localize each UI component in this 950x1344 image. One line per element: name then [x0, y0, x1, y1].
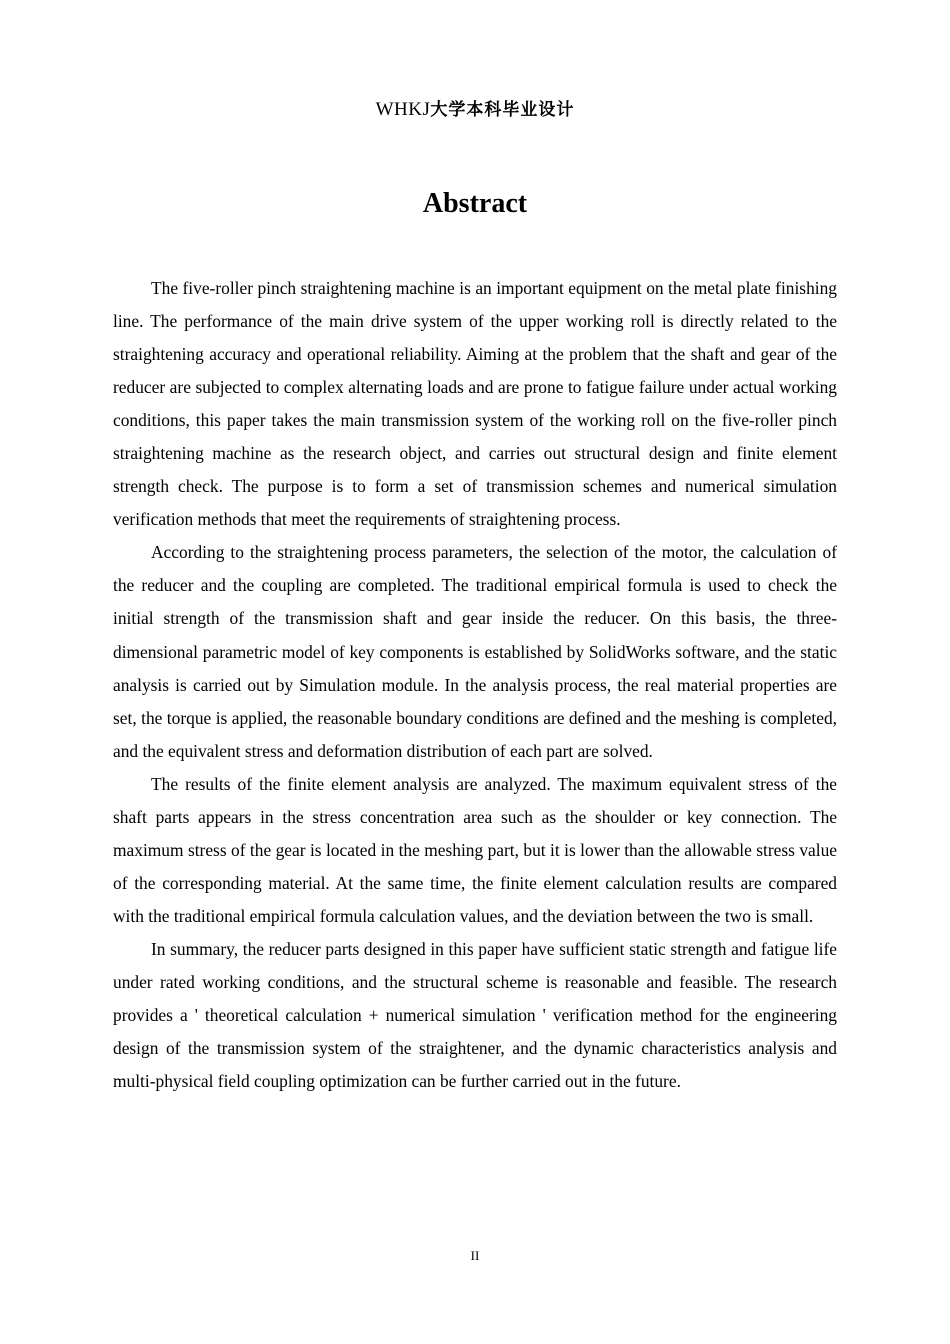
abstract-paragraph-4: In summary, the reducer parts designed in this paper have sufficient static strength and fatigue life under rated working conditions, and the structural scheme is reasonable and feasible. The research provides a ' theoretical calculation + numerical simulation ' verification method for the engineering design of the transmission system of the straightener, and the dynamic characteristics analysis and multi-physical field coupling optimization can be further carried out in the future. — [113, 938, 837, 1092]
abstract-paragraph-3: The results of the finite element analysis are analyzed. The maximum equivalent stress of the shaft parts appears in the stress concentration area such as the shoulder or key connection. The maximum stress of the gear is located in the meshing part, but it is lower than the allowable stress value of the corresponding material. At the same time, the finite element calculation results are compared with the traditional empirical formula calculation values, and the deviation between the two is small. — [113, 773, 837, 926]
abstract-paragraph-2: According to the straightening process parameters, the selection of the motor, the calculation of the reducer and the coupling are completed. The traditional empirical formula is used to check the initial strength of the transmission shaft and gear inside the reducer. On this basis, the three-dimensional parametric model of key components is established by SolidWorks software, and the static analysis is carried out by Simulation module. In the analysis process, the real material properties are set, the torque is applied, the reasonable boundary conditions are defined and the meshing is completed, and the equivalent stress and deformation distribution of each part are solved. — [113, 542, 837, 761]
running-header — [0, 95, 950, 121]
page-number: II — [470, 1248, 480, 1263]
abstract-paragraph-1: The five-roller pinch straightening machine is an important equipment on the metal plate finishing line. The performance of the main drive system of the upper working roll is directly related to the straightening accuracy and operational reliability. Aiming at the problem that the shaft and gear of the reducer are subjected to complex alternating loads and are prone to fatigue failure under actual working conditions, this paper takes the main transmission system of the working roll on the five-roller pinch straightening machine as the research object, and carries out structural design and finite element strength check. The purpose is to form a set of transmission schemes and numerical simulation verification methods that meet the requirements of straightening process. — [113, 278, 837, 530]
header-suffix: 大学本科毕业设计 — [430, 100, 575, 120]
abstract-body — [113, 272, 837, 1098]
header-prefix: WHKJ — [375, 99, 431, 120]
page-title: Abstract — [422, 188, 528, 219]
